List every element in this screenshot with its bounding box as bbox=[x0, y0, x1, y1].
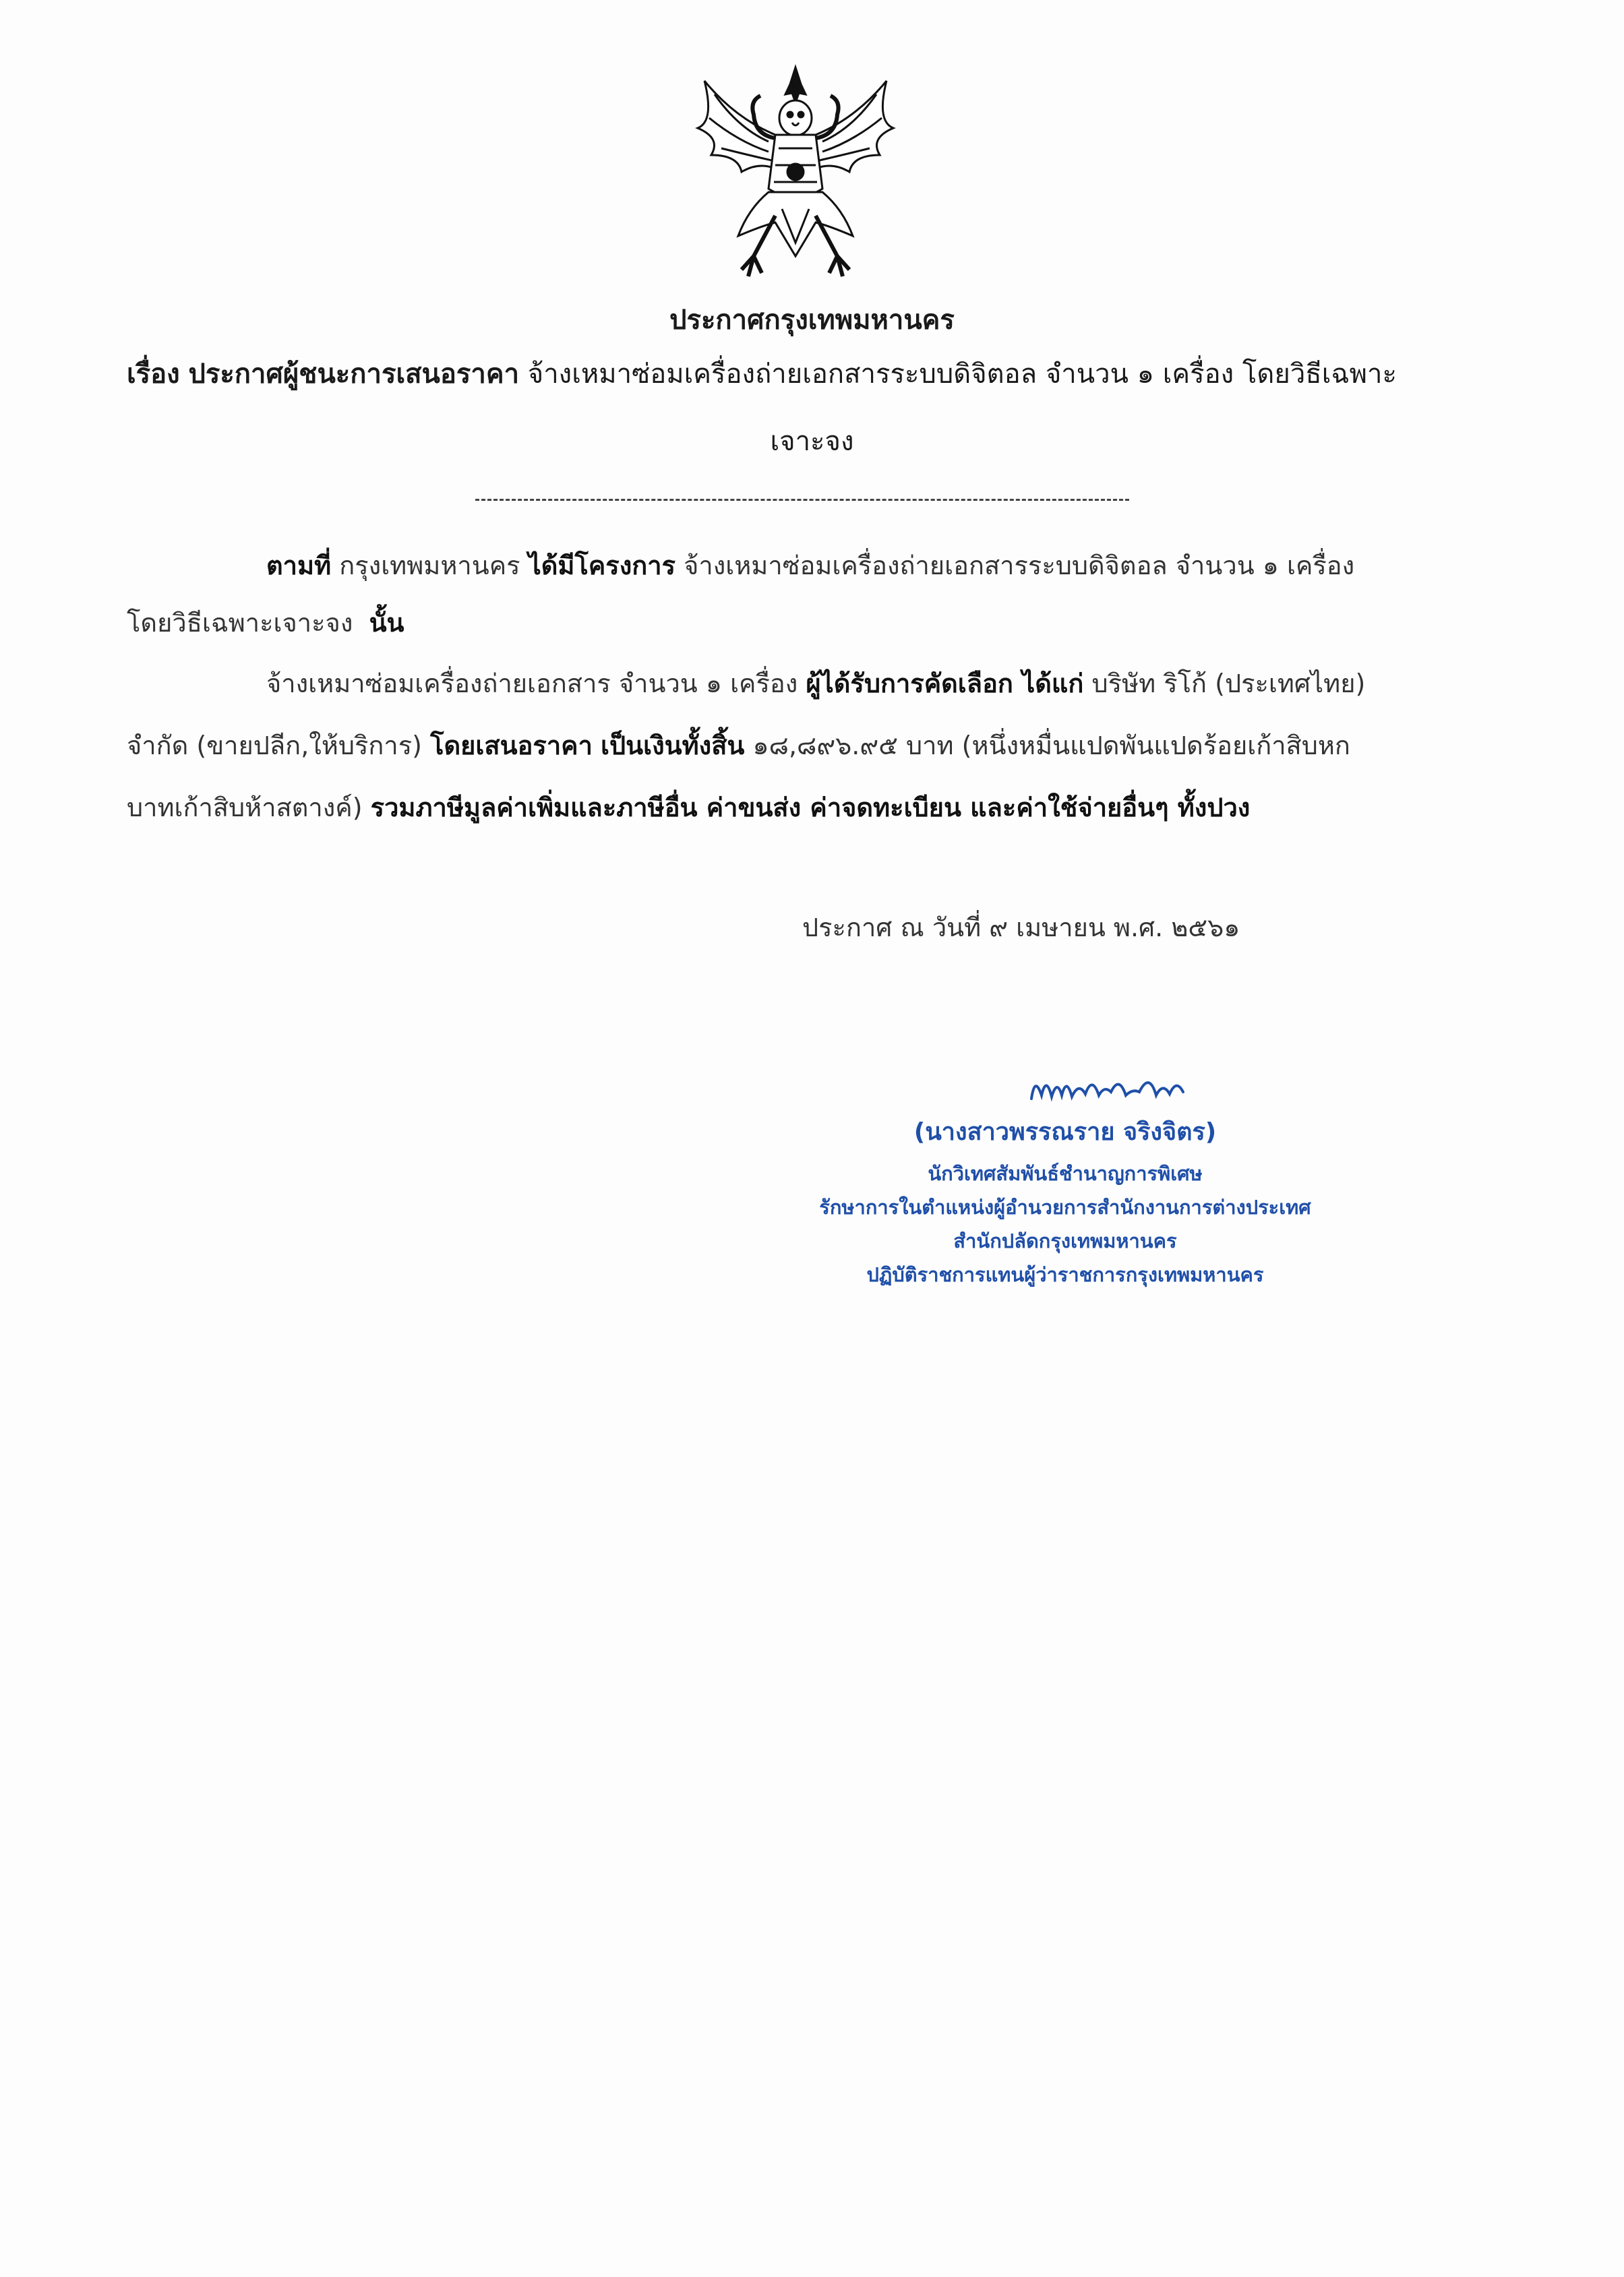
p1-lead: ตามที่ bbox=[266, 551, 332, 580]
paragraph-2-line-3 bbox=[127, 787, 1250, 828]
subject-continued: เจาะจง bbox=[770, 426, 854, 457]
signatory-name: (นางสาวพรรณราย จริงจิตร) bbox=[913, 1118, 1217, 1146]
p2-company-a: บริษัท ริโก้ (ประเทศไทย) bbox=[1091, 669, 1366, 698]
signatory-title-1: นักวิเทศสัมพันธ์ชำนาญการพิเศษ bbox=[928, 1162, 1203, 1185]
p1-end: นั้น bbox=[369, 608, 404, 638]
p2-company-b: จำกัด (ขายปลีก,ให้บริการ) bbox=[127, 731, 422, 760]
p2-amount-words-end: บาทเก้าสิบห้าสตางค์) bbox=[127, 793, 363, 822]
garuda-emblem-icon bbox=[674, 54, 917, 297]
p1-project: จ้างเหมาซ่อมเครื่องถ่ายเอกสารระบบดิจิตอล จำนวน ๑ เครื่อง bbox=[684, 551, 1355, 580]
announcement-date: ประกาศ ณ วันที่ ๙ เมษายน พ.ศ. ๒๕๖๑ bbox=[802, 913, 1240, 942]
subject-text: จ้างเหมาซ่อมเครื่องถ่ายเอกสารระบบดิจิตอล จำนวน ๑ เครื่อง โดยวิธีเฉพาะ bbox=[527, 359, 1397, 390]
paragraph-1-line-1 bbox=[266, 545, 1354, 586]
p1-org: กรุงเทพมหานคร bbox=[339, 551, 520, 580]
p2-offer: โดยเสนอราคา bbox=[430, 731, 593, 760]
p2-amount: ๑๘,๘๙๖.๙๕ บาท (หนึ่งหมื่นแปดพันแปดร้อยเก้าสิบหก bbox=[752, 731, 1350, 760]
announcement-organization: ประกาศกรุงเทพมหานคร bbox=[669, 305, 955, 336]
handwritten-signature-icon bbox=[1025, 1062, 1240, 1116]
signatory-title-2: รักษาการในตำแหน่งผู้อำนวยการสำนักงานการต่างประเทศ bbox=[819, 1196, 1311, 1219]
subject-label: เรื่อง bbox=[127, 359, 180, 390]
p2-item: จ้างเหมาซ่อมเครื่องถ่ายเอกสาร จำนวน ๑ เครื่อง bbox=[266, 669, 798, 698]
p1-phrase: ได้มีโครงการ bbox=[528, 551, 676, 580]
signatory-title-4: ปฏิบัติราชการแทนผู้ว่าราชการกรุงเทพมหานคร bbox=[866, 1263, 1264, 1286]
p2-includes: รวมภาษีมูลค่าเพิ่มและภาษีอื่น ค่าขนส่ง ค่าจดทะเบียน และค่าใช้จ่ายอื่นๆ ทั้งปวง bbox=[370, 793, 1251, 822]
subject-line bbox=[127, 352, 1475, 395]
subject-title: ประกาศผู้ชนะการเสนอราคา bbox=[188, 359, 520, 390]
signatory-title-3: สำนักปลัดกรุงเทพมหานคร bbox=[953, 1229, 1177, 1252]
paragraph-2-line-1 bbox=[266, 663, 1365, 704]
p2-selected: ผู้ได้รับการคัดเลือก ได้แก่ bbox=[806, 669, 1084, 698]
p1-method: โดยวิธีเฉพาะเจาะจง bbox=[127, 608, 353, 638]
separator-line bbox=[475, 499, 1129, 501]
paragraph-2-line-2 bbox=[127, 725, 1350, 766]
paragraph-1-line-2 bbox=[127, 602, 404, 643]
p2-total-label: เป็นเงินทั้งสิ้น bbox=[601, 731, 745, 760]
